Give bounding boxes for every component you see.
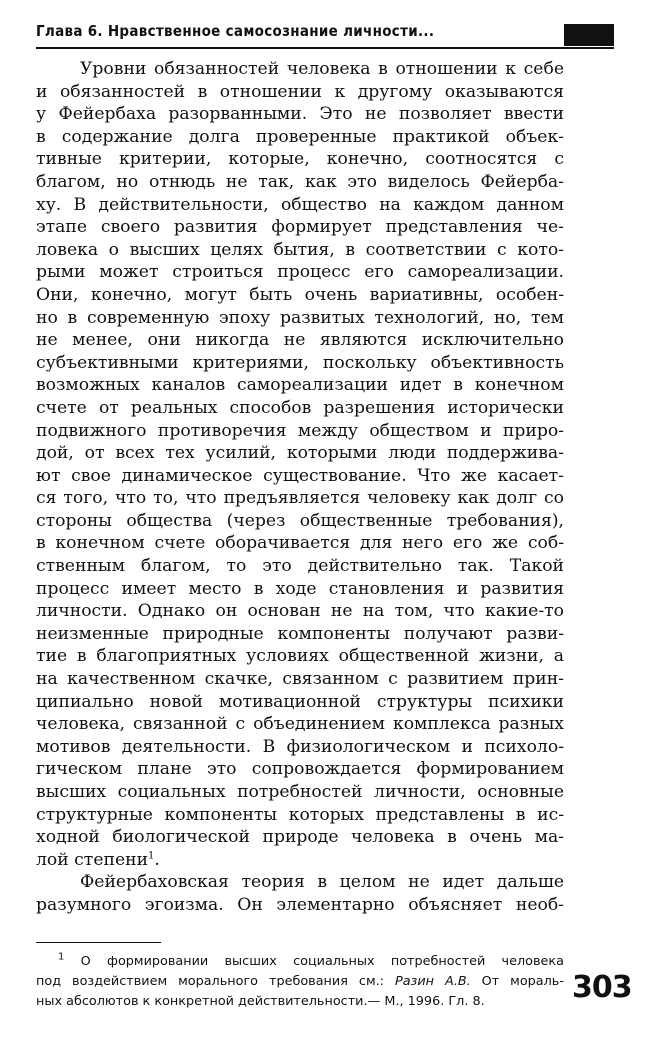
text-line: этапе своего развития формирует представления че- xyxy=(36,217,564,238)
text-line: ся того, что то, что предъявляется человеку как долг со xyxy=(36,488,564,509)
text-line: тие в благоприятных условиях общественной жизни, а xyxy=(36,646,564,667)
footnote-text: От мораль- xyxy=(481,974,564,989)
footnote-separator xyxy=(36,942,161,943)
page-header xyxy=(36,22,614,48)
text-line: у Фейербаха разорванными. Это не позволяет ввести xyxy=(36,104,564,125)
page-number: 303 xyxy=(572,970,632,1005)
text-line: рыми может строиться процесс его самореализации. xyxy=(36,262,564,283)
text-line: в конечном счете оборачивается для него его же соб- xyxy=(36,533,564,554)
text-fragment: . xyxy=(154,849,160,870)
text-line: неизменные природные компоненты получают разви- xyxy=(36,623,564,644)
text-line: в содержание долга проверенные практикой объек- xyxy=(36,126,564,147)
footnote-source-author: Разин А.В. xyxy=(394,974,471,989)
text-line: ху. В действительности, общество на каждом данном xyxy=(36,194,564,215)
text-line: гическом плане это сопровождается формированием xyxy=(36,759,564,780)
footnote-line xyxy=(36,952,564,972)
text-line: Фейербаховская теория в целом не идет дальше xyxy=(80,872,564,893)
text-line: процесс имеет место в ходе становления и развития xyxy=(36,578,564,599)
text-line: ют свое динамическое существование. Что же касает- xyxy=(36,465,564,486)
body-text xyxy=(36,58,564,917)
footnote-line xyxy=(36,972,564,992)
text-line-with-footnote-ref xyxy=(36,849,564,872)
header-bar xyxy=(564,24,614,46)
text-line: ловека о высших целях бытия, в соответствии с кото- xyxy=(36,239,564,260)
text-line: личности. Однако он основан не на том, что какие-то xyxy=(36,601,564,622)
text-line: мотивов деятельности. В физиологическом и психоло- xyxy=(36,736,564,757)
text-line: подвижного противоречия между обществом и приро- xyxy=(36,420,564,441)
text-line: Они, конечно, могут быть очень вариативны, особен- xyxy=(36,284,564,305)
footnote-marker: 1 xyxy=(58,952,65,963)
text-line: возможных каналов самореализации идет в конечном xyxy=(36,375,564,396)
text-line: и обязанностей в отношении к другому оказываются xyxy=(36,81,564,102)
text-line: дой, от всех тех усилий, которыми люди поддержива- xyxy=(36,443,564,464)
text-line: разумного эгоизма. Он элементарно объясняет необ- xyxy=(36,894,564,915)
header-rule xyxy=(36,47,614,49)
text-fragment: лой степени xyxy=(36,849,149,870)
footnote-line: ных абсолютов к конкретной действительности.— М., 1996. Гл. 8. xyxy=(36,994,485,1009)
running-head: Глава 6. Нравственное самосознание личности... xyxy=(36,22,435,40)
footnote xyxy=(36,952,564,1012)
text-line: ходной биологической природе человека в очень ма- xyxy=(36,827,564,848)
text-line: счете от реальных способов разрешения исторически xyxy=(36,397,564,418)
text-line: благом, но отнюдь не так, как это виделось Фейерба- xyxy=(36,171,564,192)
text-line: но в современную эпоху развитых технологий, но, тем xyxy=(36,307,564,328)
text-line: не менее, они никогда не являются исключительно xyxy=(36,330,564,351)
footnote-text: под воздействием морального требования см.: xyxy=(36,974,384,989)
text-line: высших социальных потребностей личности, основные xyxy=(36,782,564,802)
text-line: человека, связанной с объединением комплекса разных xyxy=(36,714,564,735)
text-line: ципиально новой мотивационной структуры психики xyxy=(36,691,564,712)
footnote-text: О формировании высших социальных потребностей человека xyxy=(80,954,564,969)
text-line: стороны общества (через общественные требования), xyxy=(36,510,564,531)
footnote-reference[interactable]: 1 xyxy=(148,850,155,862)
text-line: ственным благом, то это действительно так. Такой xyxy=(36,556,564,577)
text-line: Уровни обязанностей человека в отношении к себе xyxy=(80,59,564,79)
text-line: тивные критерии, которые, конечно, соотносятся с xyxy=(36,149,564,170)
text-line: субъективными критериями, поскольку объективность xyxy=(36,352,564,373)
text-line: на качественном скачке, связанном с развитием прин- xyxy=(36,669,564,690)
text-line: структурные компоненты которых представлены в ис- xyxy=(36,804,564,825)
